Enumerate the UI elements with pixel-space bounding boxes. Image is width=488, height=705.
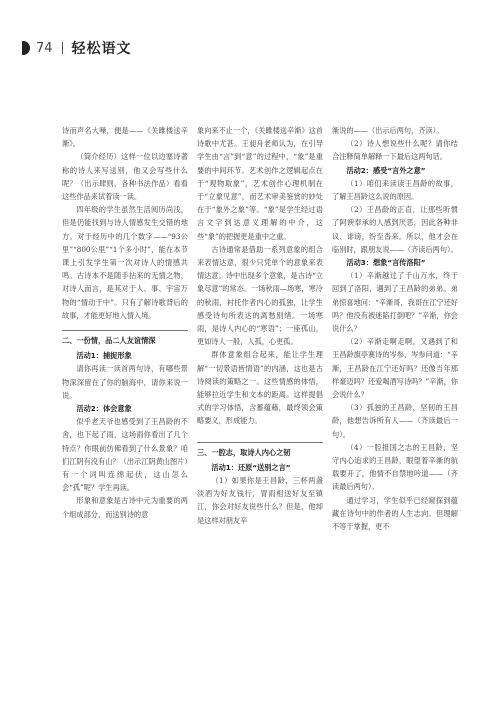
section-heading: 二、一份情，品二人友谊情深 bbox=[62, 330, 188, 347]
paragraph: （筒介经历）这样一位以边塞诗著称的诗人来写送别，他又会写些什么呢？（出示肆则、各种书法作品）看看这些作品来试着读一读。 bbox=[62, 152, 188, 202]
paragraph: （2）辛渐走啊走啊，又遇到了和王昌龄旗亭赛诗的岑参，岑参问道：“辛渐，王昌龄在江宁还好吗？还像当年那样豪迈吗？还爱喝酒写诗吗？”辛渐，你会说什么？ bbox=[332, 337, 458, 400]
header-divider bbox=[62, 42, 63, 54]
column-1 bbox=[62, 124, 188, 684]
activity-heading: 活动3：想象“言传洛阳” bbox=[346, 258, 426, 268]
header-marker-icon bbox=[22, 41, 30, 55]
activity-heading: 活动1：捕捉形象 bbox=[76, 351, 132, 361]
paragraph: （3）孤独的王昌龄，坚韧的王昌龄，他想告诉所有人——（齐读最后一句）。 bbox=[332, 403, 458, 439]
paragraph: （2）王昌龄的正直，让那些听惯了阿谀奉承的人感到厌恶，因此各种非议、诽谤，纷至沓来。所以，他才会在临别时，跟朋友说——（齐读后两句）。 bbox=[332, 205, 458, 254]
activity-heading: 活动2：体会意象 bbox=[76, 404, 132, 414]
paragraph: 象向来不止一个，《关雎楼送辛渐》这首诗歌中尤甚。王昶舟老师认为，在引导学生由“言”到“意”的过程中，“象”是重要的中间环节。艺术创作之逻辑起点在于“观物取象”，艺术创作心理机制在于“立象见意”，而艺术审美鉴赏的妙处在于“象外之象”等。“象”是学生经过语言文字到达意义理解的中介，这些“象”的把握更是重中之重。 bbox=[197, 126, 323, 241]
paragraph: （1）辛渐越过了千山万水，终于回到了洛阳，遇到了王昌龄的弟弟。弟弟惊喜地问：“辛渐哥，我哥在江宁还好吗？他没有被迷陷打倒吧？”辛渐，你会说什么？ bbox=[332, 271, 458, 334]
paragraph: 群体意象组合起来，能让学生理解“一切景语皆情语”的内涵，这也是古诗阅读的策略之一。这些情感的体悟，能够拉近学生和文本的距离。这样提倡式的学习体悟，含蓄蕴藉，最终领会策略要义，形成能力。 bbox=[197, 350, 323, 426]
journal-title: 轻松语文 bbox=[71, 41, 132, 57]
page-number: 74 bbox=[36, 40, 53, 56]
activity-heading: 活动2：感受“言外之意” bbox=[346, 165, 426, 175]
paragraph: 似乎老天爷也感受到了王昌龄的不舍，也下起了雨，这场雨你看出了几个特点？你眼前仿佛看到了什么景象？咱们江阴有没有山？（出示江阴黄山图片）有一个词叫连绵起伏，这山怎么会“孤”呢？学生再读。 bbox=[62, 417, 188, 493]
column-2 bbox=[197, 124, 323, 684]
activity-heading: 活动1：还原“送别之言” bbox=[211, 462, 291, 472]
paragraph: （1）如果你是王昌龄，三杯两盏淡酒为好友钱行，胃雨相送好友至镇江，你会对好友说些什么？但是，他却是这样对朋友辛 bbox=[197, 476, 323, 525]
paragraph: 古诗通常是借助一系列意象的组合来表情达意，很少只凭单个的意象来表情达意。诗中出现多个意象，是古诗“立象尽意”的常态。一场秋雨—场寒，寒冷的秋雨，衬托作者内心的孤独，让学生感受诗句所表达的离愁别绪。一场寒雨，是诗人内心的“寒语”；一座孤山，更如诗人一般，人孤，心更孤。 bbox=[197, 244, 323, 347]
page-header bbox=[22, 38, 132, 58]
paragraph: 四年级的学生虽然生活阅历尚浅，但是仍能找到与诗人情感发生交错的地方。对于经历中的几个数字——“93公里”“800公里”“1个多小时”，能在本节课上引发学生第一次对诗人的情感共鸣。古诗本不是随手拈来的无情之物，对诗人而言，是其对于人、事、宇宙万物的“情动于中”。只有了解诗歌背后的故事，才能更好地入情入境。 bbox=[62, 205, 188, 320]
paragraph: 渐说的——（出示后两句，齐读）。 bbox=[332, 126, 444, 135]
paragraph: （1）咱们来读读王昌龄的故事，了解王昌龄这么说的原因。 bbox=[332, 178, 458, 202]
paragraph: （4）一腔报国之志的王昌龄，坚守内心追求的王昌龄，眼望着辛渐的航载要开了，他情不自禁地吟道——（齐读最后两句）。 bbox=[332, 442, 458, 492]
paragraph: 形象和意象是古诗中元为重要的两个组成部分，而送别诗的意 bbox=[62, 496, 188, 519]
section-heading: 三、一腔志，取诗人内心之韧 bbox=[197, 442, 323, 459]
article-body bbox=[62, 124, 458, 684]
column-3 bbox=[332, 124, 458, 684]
paragraph: 请你再读一读首两句诗，有哪些景物深深留在了你的脑海中，请你来说一说。 bbox=[62, 364, 188, 400]
paragraph: 通过学习，学生似乎已经窥探到蕴藏在诗句中的作者的人生志向。但理解不等于掌握，更不 bbox=[332, 495, 458, 532]
paragraph: （2）诗人想说些什么呢？请你结合注释简单解释一下最后这两句话。 bbox=[332, 139, 458, 162]
paragraph: 诗而声名大噪，便是——《关雎楼送辛渐》。 bbox=[62, 126, 188, 149]
